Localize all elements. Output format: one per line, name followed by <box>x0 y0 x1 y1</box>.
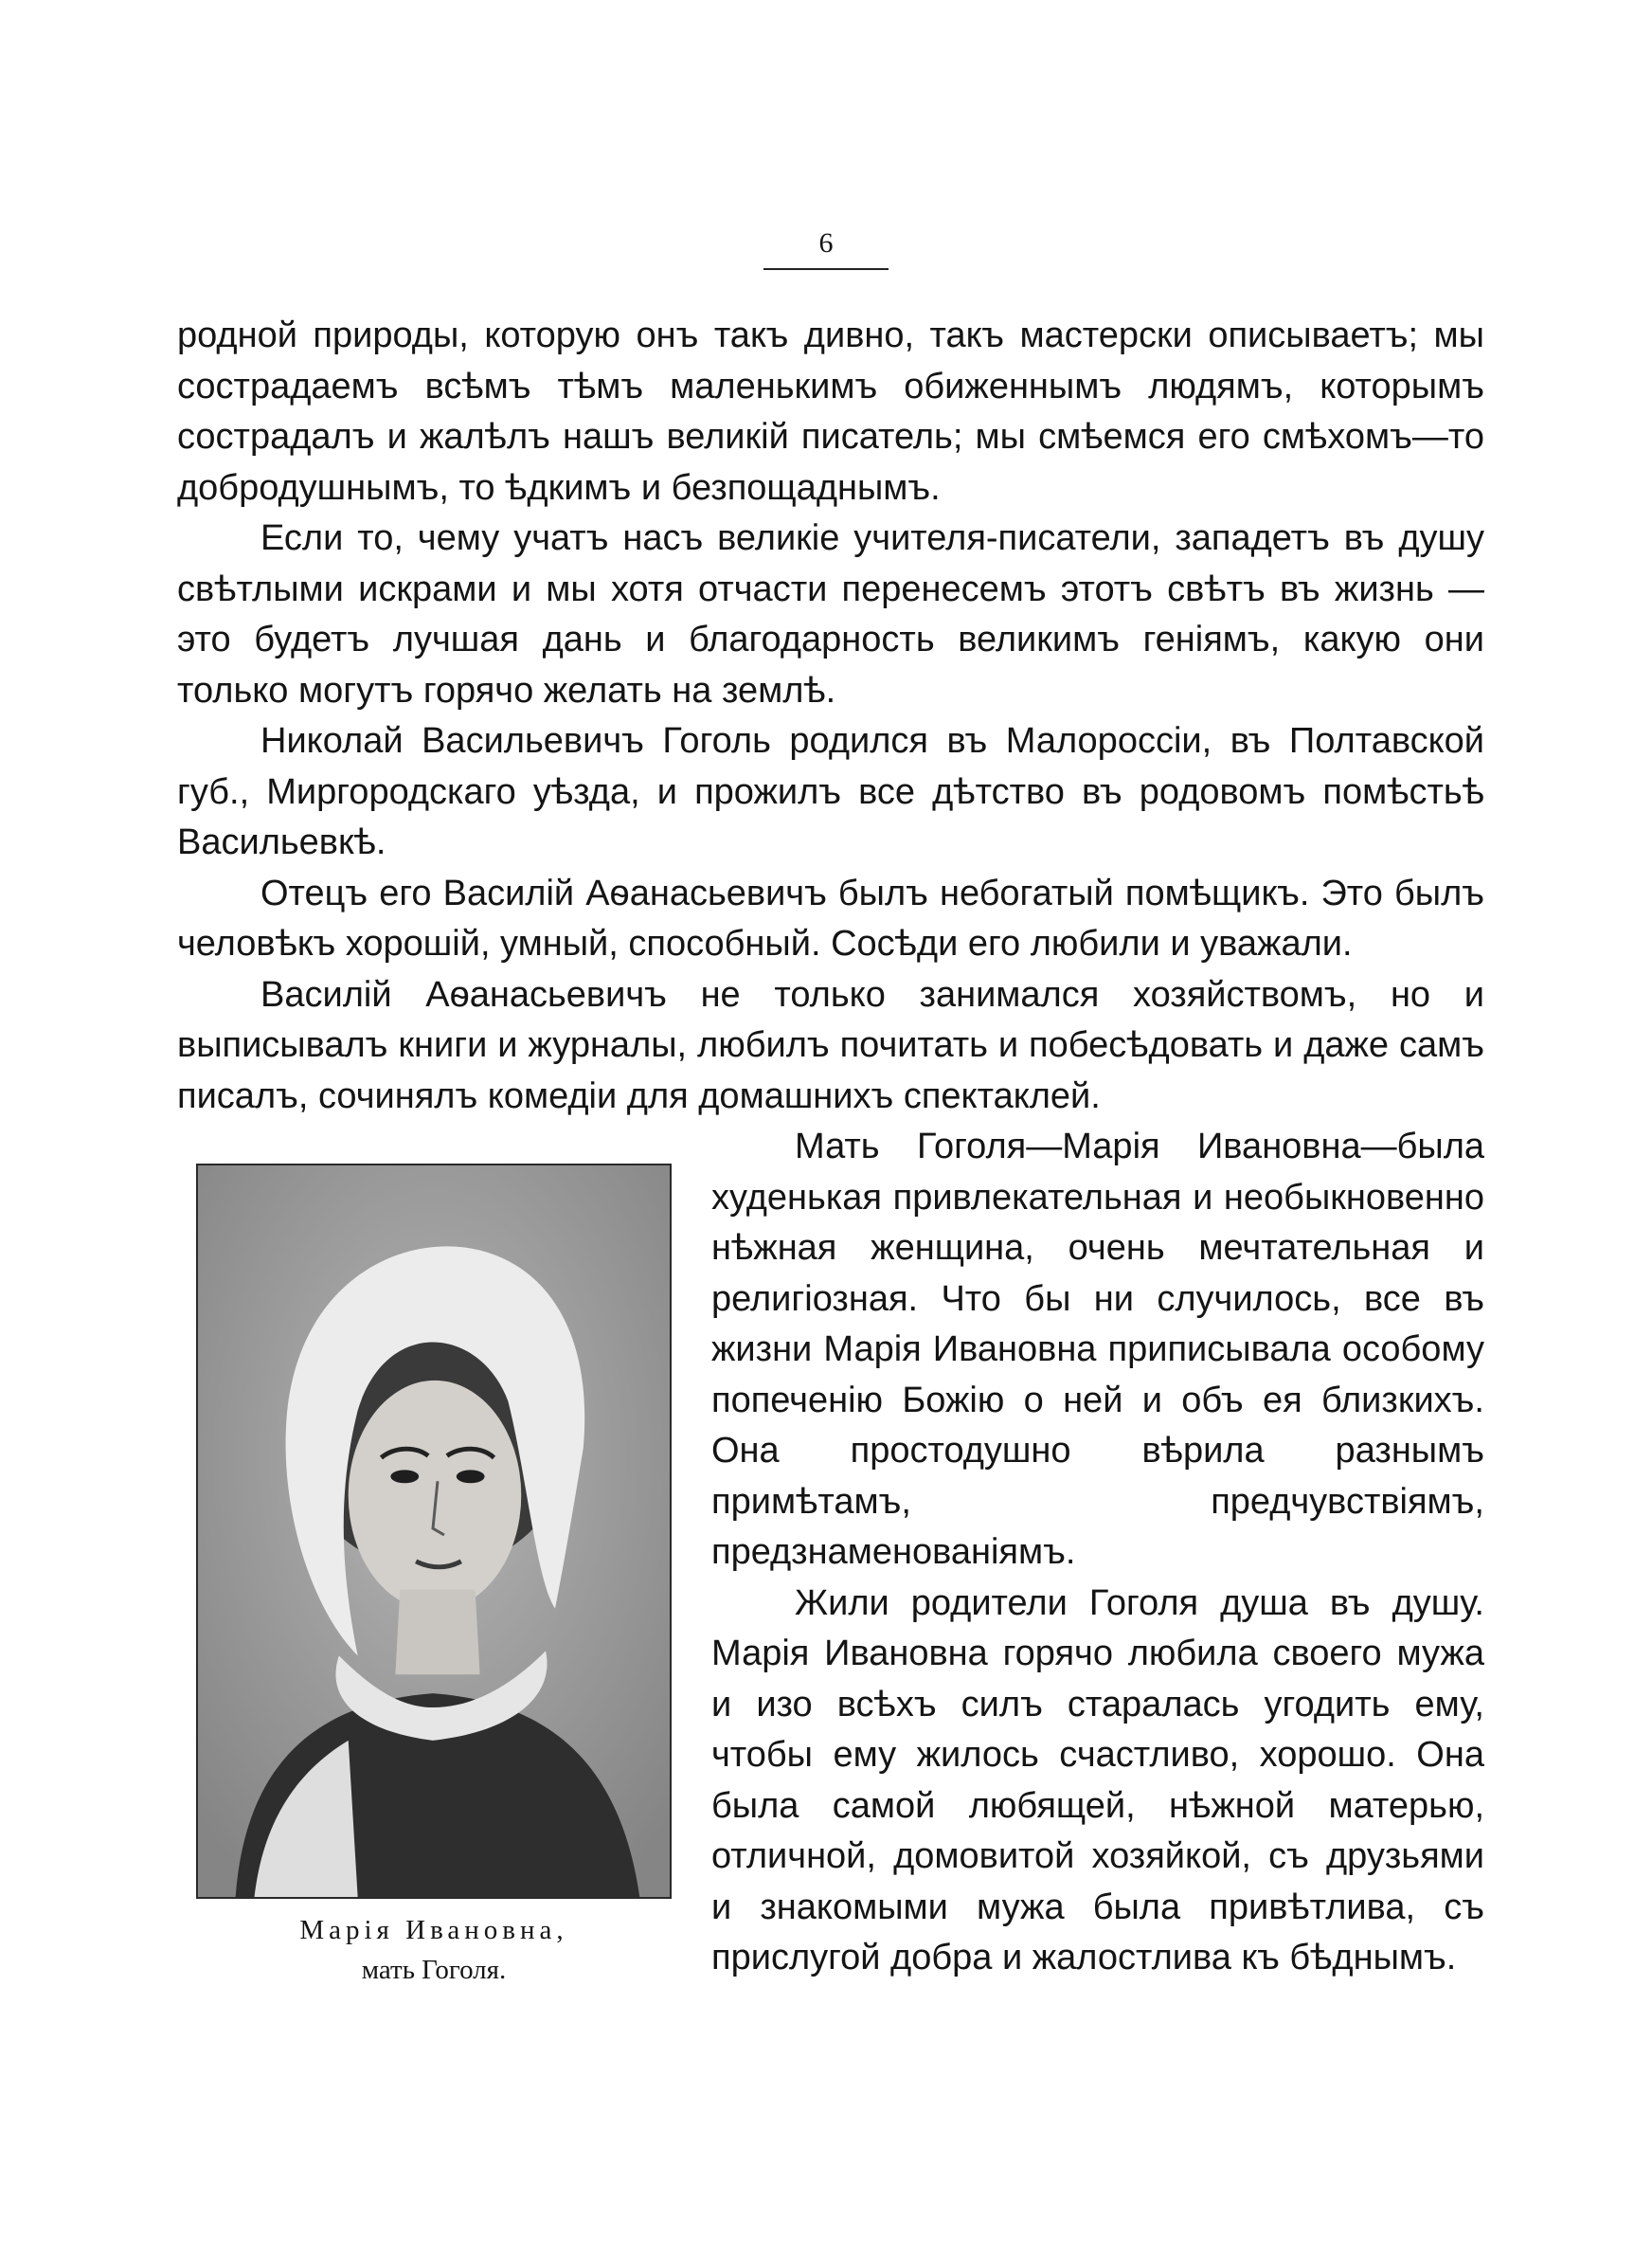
portrait-caption <box>196 1910 672 1990</box>
paragraph: Если то, чему учатъ насъ великіе учителя-писатели, западетъ въ душу свѣтлыми искрами и мы хотя отчасти перенесемъ этотъ свѣтъ въ жизнь — это будетъ лучшая дань и благодарность великимъ геніямъ, какую они только могутъ горячо желать на землѣ. <box>177 518 1484 711</box>
paragraph: Жили родители Гоголя душа въ душу. Марія Ивановна горячо любила своего мужа и изо всѣхъ силъ старалась угодить ему, чтобы ему жилось счастливо, хорошо. Она была самой любящей, нѣжной матерью, отличной, домовитой хозяйкой, съ друзьями и знакомыми мужа была привѣтлива, съ прислугой добра и жалостлива къ бѣднымъ. <box>711 1582 1484 1977</box>
paragraph: Василій Аѳанасьевичъ не только занимался хозяйствомъ, но и выписывалъ книги и журналы, любилъ почитать и побесѣдовать и даже самъ писалъ, сочинялъ комедіи для домашнихъ спектаклей. <box>177 974 1484 1116</box>
portrait-image <box>196 1164 672 1899</box>
paragraph: Николай Васильевичъ Гоголь родился въ Малороссіи, въ Полтавской губ., Миргородскаго уѣзда, и прожилъ все дѣтство въ родовомъ помѣстьѣ Васильевкѣ. <box>177 721 1484 862</box>
caption-line: Марія Ивановна, <box>299 1915 568 1945</box>
page-number-rule <box>763 268 889 270</box>
page-number: 6 <box>818 227 834 259</box>
side-text <box>711 1122 1484 1984</box>
portrait-drawing <box>198 1165 670 1897</box>
paragraph: родной природы, которую онъ такъ дивно, такъ мастерски описываетъ; мы сострадаемъ всѣмъ тѣмъ маленькимъ обиженнымъ людямъ, которымъ сострадалъ и жалѣлъ нашъ великій писатель; мы смѣемся его смѣхомъ—то добродушнымъ, то ѣдкимъ и безпощаднымъ. <box>177 316 1484 508</box>
paragraph: Мать Гоголя—Марія Ивановна—была худенькая привлекательная и необыкновенно нѣжная женщина, очень мечтательная и религіозная. Что бы ни случилось, все въ жизни Марія Ивановна приписывала особому попеченію Божію о ней и объ ея близкихъ. Она простодушно вѣрила разнымъ примѣтамъ, предчувствіямъ, предзнаменованіямъ. <box>711 1127 1484 1572</box>
main-text <box>177 311 1484 1122</box>
paragraph: Отецъ его Василій Аѳанасьевичъ былъ небогатый помѣщикъ. Это былъ человѣкъ хорошій, умный, способный. Сосѣди его любили и уважали. <box>177 873 1484 964</box>
caption-line: мать Гоголя. <box>361 1955 507 1985</box>
